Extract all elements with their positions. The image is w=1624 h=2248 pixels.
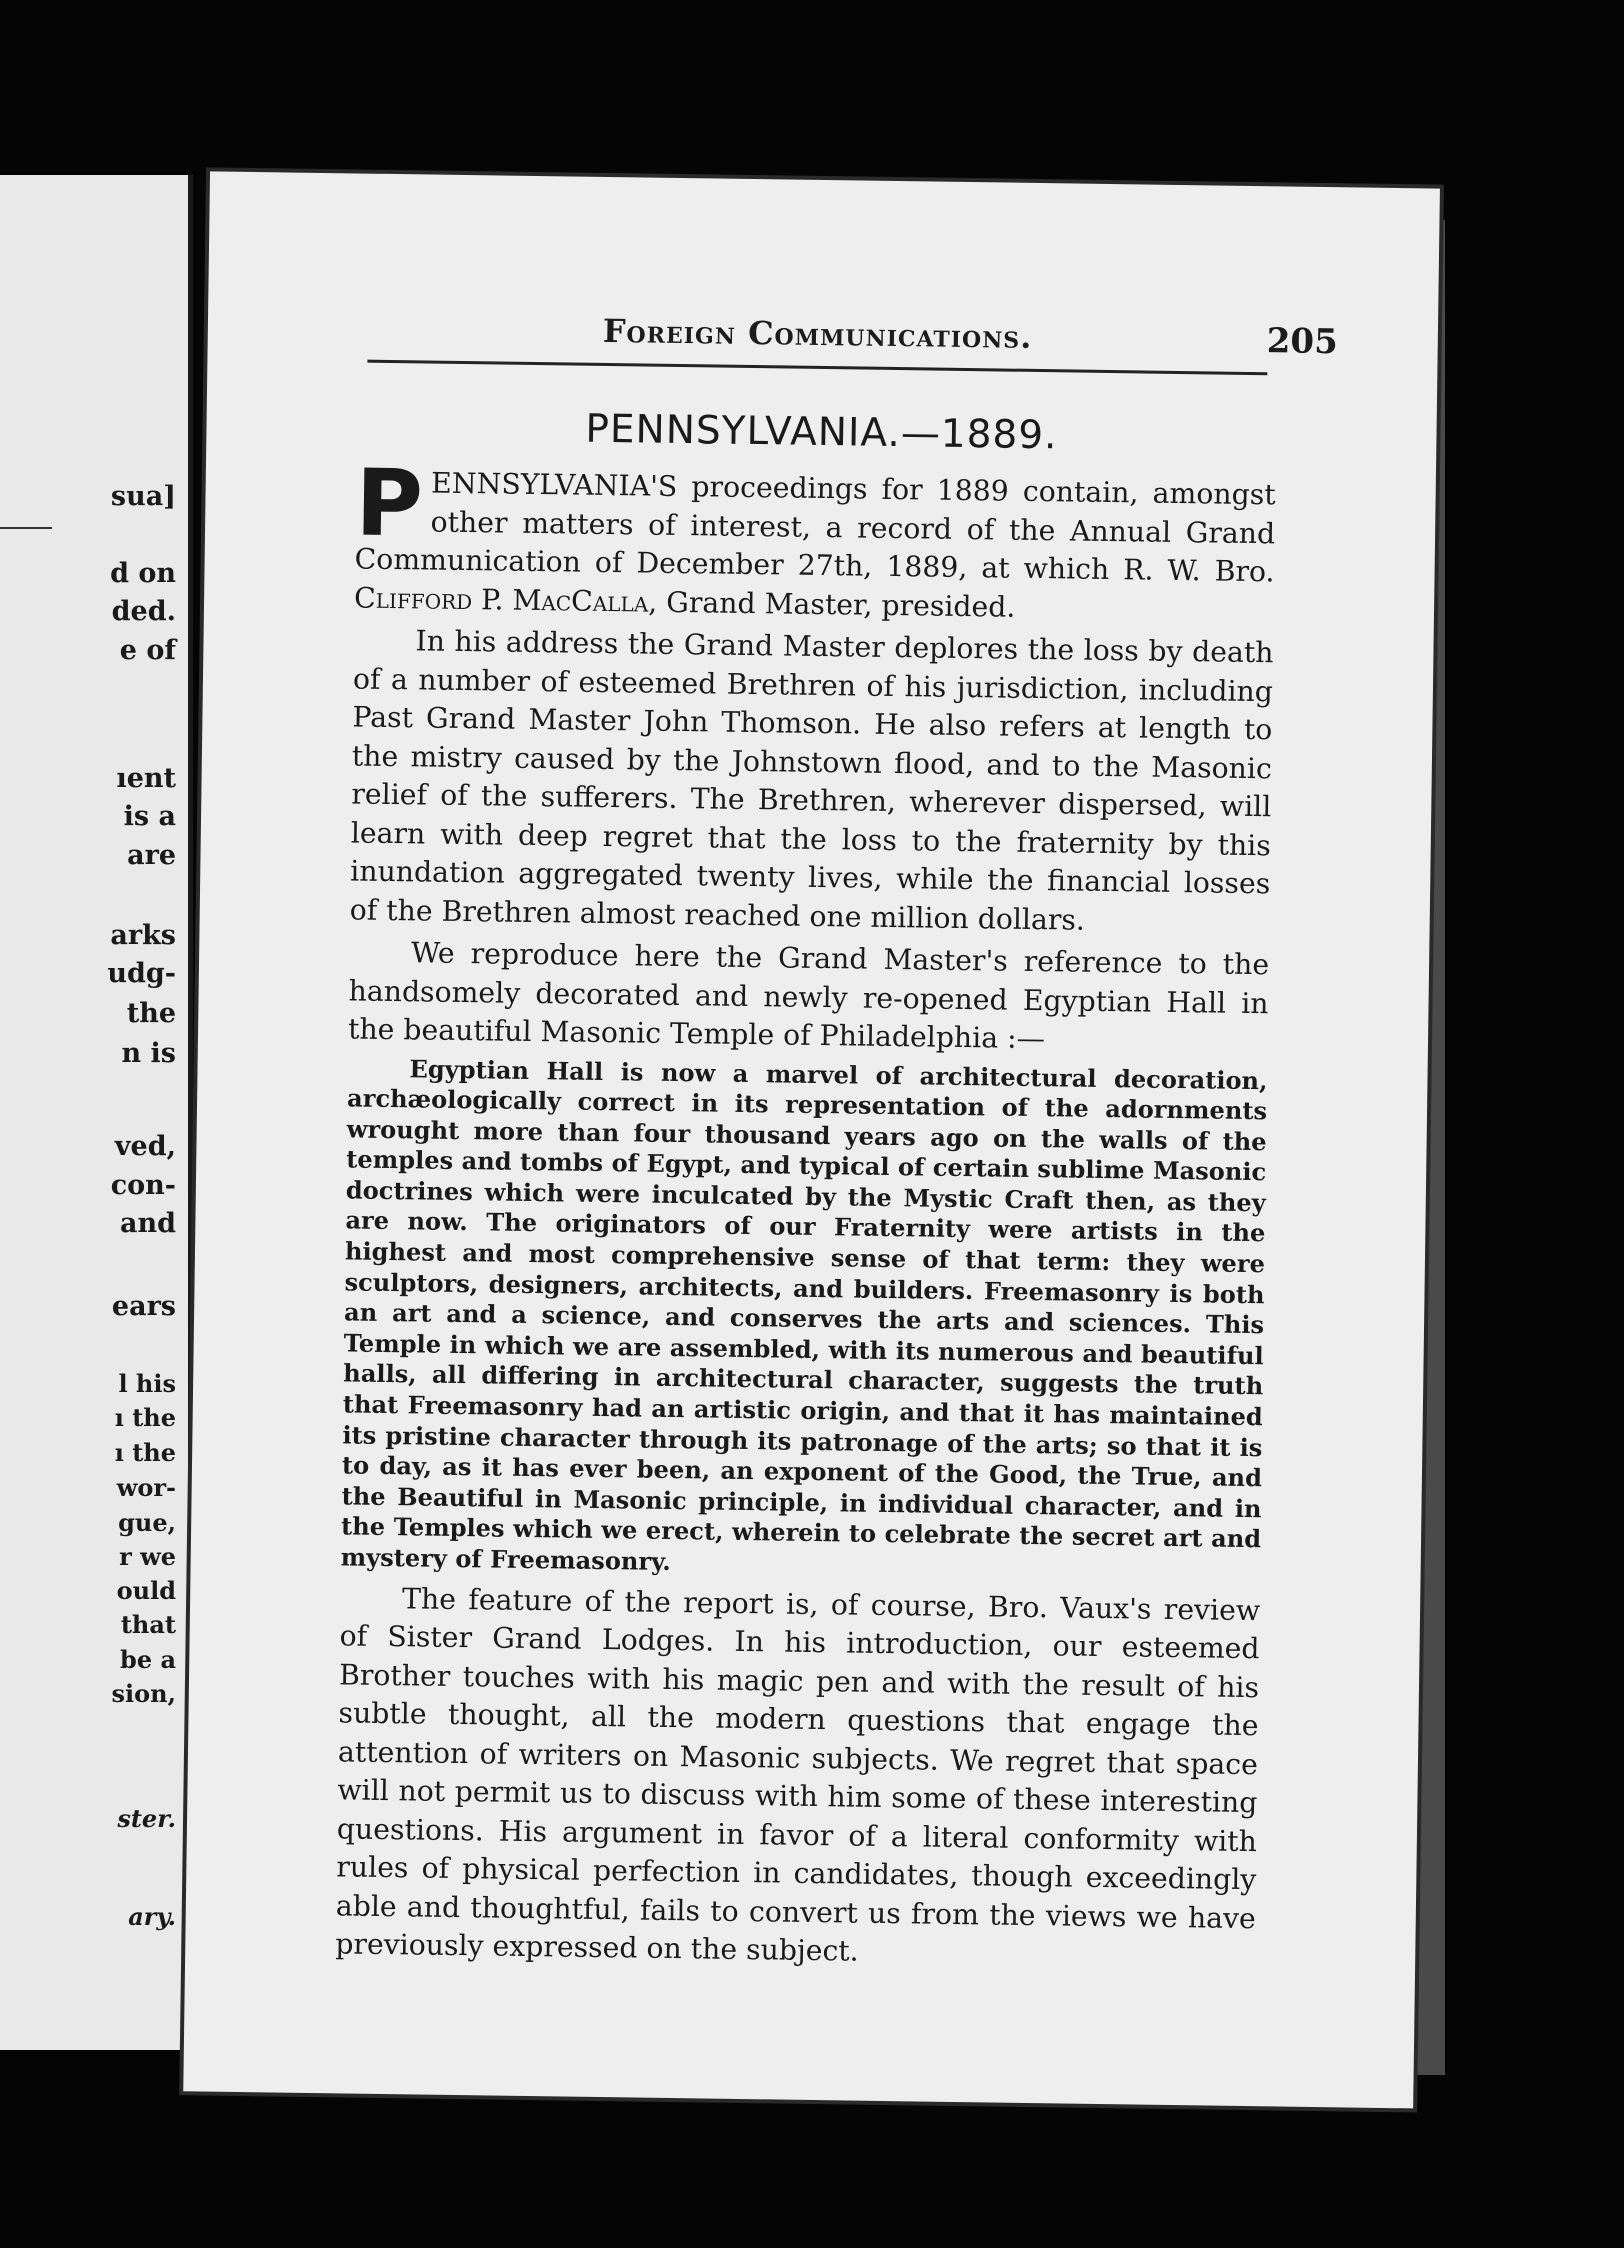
- left-page-fragment: sua]: [110, 481, 176, 512]
- left-page-fragment: the: [126, 998, 176, 1029]
- left-page-fragment: be a: [120, 1645, 176, 1674]
- left-page-fragment: and: [119, 1208, 176, 1239]
- left-page: [0, 175, 193, 2050]
- left-page-fragment: e of: [119, 635, 176, 666]
- paragraph-report: The feature of the report is, of course, Bro. Vaux's review of Sister Grand Lodges. In his introduction, our esteemed Brother touches with his magic pen and with the result of his subtle thought, all the modern questions that engage the attention of writers on Masonic subjects. We regret that space will not permit us to discuss with him some of these interesting questions. His argument in favor of a literal conformity with rules of physical perfection in candidates, though exceedingly able and thoughtful, fails to convert us from the views we have previously expressed on the subject.: [335, 1581, 1261, 1968]
- left-page-fragment: wor-: [116, 1473, 176, 1502]
- left-page-fragment: l his: [118, 1369, 176, 1398]
- intro-text: ENNSYLVANIA'S proceedings for 1889 contain, amongst other matters of interest, a record of the Annual Grand Communication of December 27th, 1889, at which R. W. Bro.: [354, 466, 1276, 589]
- running-head-title: Foreign Communications.: [602, 311, 1033, 356]
- header-rule: [367, 360, 1267, 376]
- left-page-fragment: are: [127, 840, 176, 871]
- block-quote: Egyptian Hall is now a marvel of architectural decoration, archæologically correct in its representation of the adornments wrought more than four thousand years ago on the walls of the temples and tombs of Egypt, and typical of certain sublime Masonic doctrines which were inculcated by the Mystic Craft then, as they are now. The originators of our Fraternity were artists in the highest and most comprehensive sense of that term: they were sculptors, designers, architects, and builders. Freemasonry is both an art and a science, and conserves the arts and sciences. This Temple in which we are assembled, with its numerous and beautiful halls, all differing in architectural character, suggests the truth that Freemasonry had an artistic origin, and that it has maintained its pristine character through its patronage of the arts; so that it is to day, as it has ever been, an exponent of the Good, the True, and the Beautiful in Masonic principle, in individual character, and in the Temples which we erect, wherein to celebrate the secret art and mystery of Freemasonry.: [340, 1053, 1268, 1576]
- running-head: [208, 306, 1438, 363]
- page-number: 205: [1266, 321, 1339, 363]
- left-page-fragment: arks: [110, 920, 176, 951]
- left-page-rule: [0, 527, 52, 529]
- left-page-fragment: d on: [110, 558, 176, 589]
- main-page: [183, 171, 1440, 2108]
- left-page-fragment: udg-: [107, 958, 176, 989]
- left-page-fragment: ears: [111, 1291, 176, 1322]
- left-page-fragment: gue,: [118, 1508, 176, 1537]
- left-page-fragment: ıent: [116, 763, 176, 794]
- left-page-fragment: is a: [123, 801, 176, 832]
- body-text: [335, 449, 1276, 1980]
- left-page-fragment: ded.: [111, 596, 176, 627]
- grand-master-name: Clifford P. MacCalla: [353, 580, 649, 619]
- left-page-fragment: ı the: [114, 1438, 176, 1467]
- left-page-fragment: n is: [121, 1038, 176, 1069]
- left-page-fragment: ster.: [117, 1804, 176, 1833]
- left-page-fragment: that: [120, 1610, 176, 1639]
- left-page-fragment: r we: [119, 1542, 176, 1571]
- left-page-fragment: sion,: [111, 1679, 176, 1708]
- paragraph-reproduce: We reproduce here the Grand Master's reference to the handsomely decorated and newly re-opened Egyptian Hall in the beautiful Masonic Temple of Philadelphia :—: [347, 936, 1270, 1056]
- drop-cap: P: [354, 449, 424, 558]
- left-page-fragment: con-: [110, 1170, 176, 1201]
- paragraph-address: In his address the Grand Master deplores the loss by death of a number of esteemed Brethren of his jurisdiction, including Past Grand Master John Thomson. He also refers at length to the mistry caused by the Johnstown flood, and to the Masonic relief of the sufferers. The Brethren, wherever dispersed, will learn with deep regret that the loss to the fraternity by this inundation aggregated twenty lives, while the financial losses of the Brethren almost reached one million dollars.: [349, 624, 1274, 937]
- intro-paragraph: [353, 449, 1276, 630]
- left-page-fragment: ı the: [114, 1403, 176, 1432]
- section-title: PENNSYLVANIA.—1889.: [585, 406, 1058, 459]
- left-page-fragment: ary.: [128, 1902, 176, 1931]
- left-page-fragment: ved,: [114, 1131, 176, 1162]
- intro-after: , Grand Master, presided.: [648, 585, 1016, 624]
- left-page-fragment: ould: [116, 1576, 176, 1605]
